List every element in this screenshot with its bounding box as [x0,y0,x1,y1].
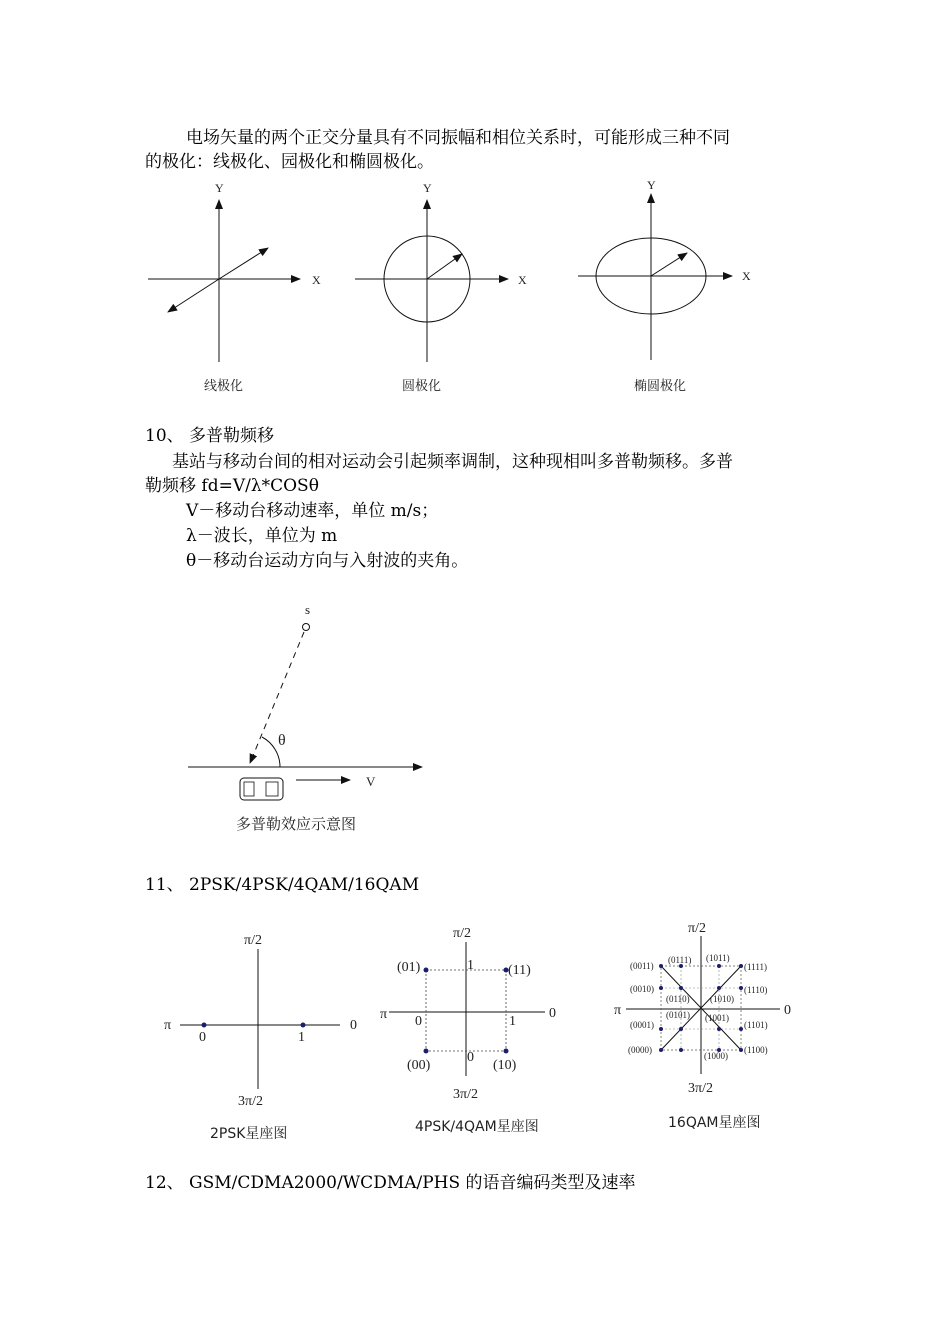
2psk-point-1-label: 1 [298,1030,305,1045]
4psk-point-10 [504,1049,509,1054]
definition-lambda: λ－波长，单位为 m [186,526,338,546]
polarization-figure [140,172,780,402]
elliptical-polarization-diagram [578,178,751,360]
2psk-3pi-half-label: 3π/2 [238,1094,263,1109]
constellation-2psk [160,925,370,1150]
constellation-16qam [610,912,810,1136]
4psk-axis-mark-bottom: 0 [467,1050,474,1065]
16qam-label-0110: (0110) [666,994,690,1004]
16qam-point [679,986,683,990]
circular-x-label: X [518,273,527,287]
16qam-label-0011: (0011) [630,961,654,971]
16qam-point [679,1027,683,1031]
2psk-caption: 2PSK星座图 [210,1126,288,1142]
caption-elliptical: 椭圆极化 [634,379,687,394]
16qam-pi-half-label: π/2 [688,921,706,936]
2psk-zero-label: 0 [350,1018,357,1033]
16qam-label-1111: (1111) [744,962,767,972]
2psk-point-0-label: 0 [199,1030,206,1045]
linear-x-label: X [312,273,321,287]
16qam-label-1100: (1100) [744,1045,768,1055]
16qam-caption: 16QAM星座图 [668,1115,761,1131]
16qam-label-1110: (1110) [744,985,768,995]
linear-y-label: Y [215,181,224,195]
16qam-point [717,986,721,990]
4psk-3pi-half-label: 3π/2 [453,1087,478,1102]
circular-polarization-diagram [355,181,527,362]
16qam-point [739,1027,743,1031]
constellation-4psk-4qam [375,918,575,1140]
16qam-3pi-half-label: 3π/2 [688,1081,713,1096]
4psk-label-11: (11) [508,963,531,978]
16qam-label-1011: (1011) [706,953,730,963]
4psk-pi-half-label: π/2 [453,926,471,941]
incident-wave-line [250,632,304,763]
doppler-figure [180,595,440,840]
caption-linear: 线极化 [204,379,244,394]
4psk-axis-mark-left: 0 [415,1014,422,1029]
4psk-label-01: (01) [397,960,421,975]
4psk-caption: 4PSK/4QAM星座图 [415,1119,539,1135]
4psk-point-01 [424,968,429,973]
elliptical-y-label: Y [647,178,656,192]
16qam-label-0001: (0001) [630,1020,654,1030]
vehicle-icon [240,778,283,800]
16qam-label-0101: (0101) [666,1010,690,1020]
definition-theta: θ－移动台运动方向与入射波的夹角。 [186,551,469,571]
section-10-para-line-1: 基站与移动台间的相对运动会引起频率调制，这种现相叫多普勒频移。多普 [172,452,733,472]
2psk-pi-half-label: π/2 [244,933,262,948]
section-10-para-line-2: 勒频移 fd=V/λ*COSθ [145,476,319,496]
source-label: s [305,602,311,617]
section-12-heading: 12、 GSM/CDMA2000/WCDMA/PHS 的语音编码类型及速率 [145,1173,636,1193]
16qam-label-1010: (1010) [710,994,734,1004]
16qam-label-0000: (0000) [628,1045,652,1055]
4psk-zero-label: 0 [549,1006,556,1021]
circular-y-label: Y [423,181,432,195]
16qam-point [679,1048,683,1052]
caption-circular: 圆极化 [402,379,442,394]
4psk-axis-mark-top: 1 [467,958,474,973]
intro-line-1: 电场矢量的两个正交分量具有不同振幅和相位关系时，可能形成三种不同 [186,128,730,148]
16qam-zero-label: 0 [784,1003,791,1018]
doppler-caption: 多普勒效应示意图 [236,815,357,833]
section-10-heading: 10、 多普勒频移 [145,426,275,446]
4psk-pi-label: π [380,1007,388,1022]
elliptical-x-label: X [742,269,751,283]
4psk-label-10: (10) [493,1058,517,1073]
16qam-point [659,1027,663,1031]
4psk-point-00 [424,1049,429,1054]
16qam-label-0010: (0010) [630,984,654,994]
4psk-label-00: (00) [407,1058,431,1073]
16qam-point [739,986,743,990]
16qam-point [739,964,743,968]
angle-label: θ [278,732,286,749]
16qam-label-1101: (1101) [744,1020,768,1030]
16qam-point [659,964,663,968]
2psk-point-0 [202,1023,207,1028]
2psk-pi-label: π [164,1018,172,1033]
16qam-label-1001: (1001) [705,1013,729,1023]
linear-polarization-diagram [148,181,321,362]
16qam-point [659,1048,663,1052]
2psk-point-1 [301,1023,306,1028]
4psk-axis-mark-right: 1 [509,1014,516,1029]
intro-line-2: 的极化：线极化、园极化和椭圆极化。 [145,152,434,172]
16qam-point [659,986,663,990]
source-point [303,624,310,631]
velocity-label: V [366,774,376,789]
definition-v: V－移动台移动速率，单位 m/s； [186,501,439,521]
16qam-label-0111: (0111) [668,955,692,965]
section-11-heading: 11、 2PSK/4PSK/4QAM/16QAM [145,875,420,895]
16qam-point [717,1027,721,1031]
16qam-pi-label: π [614,1003,622,1018]
16qam-point [739,1048,743,1052]
16qam-label-1000: (1000) [704,1051,728,1061]
16qam-point [717,964,721,968]
